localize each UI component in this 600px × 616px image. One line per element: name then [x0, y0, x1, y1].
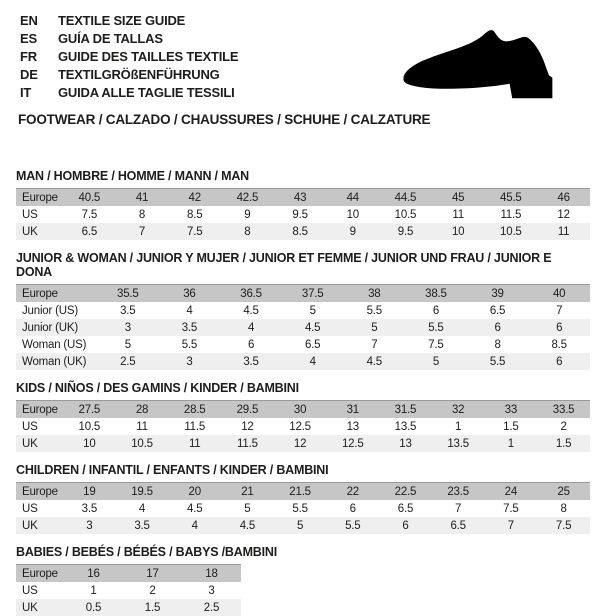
- size-cell: 1.5: [123, 599, 182, 616]
- size-cell: 22: [326, 483, 379, 501]
- size-cell: 11.5: [221, 435, 274, 452]
- size-cell: 10.5: [116, 435, 169, 452]
- lang-title: GUIDE DES TAILLES TEXTILE: [58, 49, 239, 64]
- size-cell: 16: [64, 565, 123, 583]
- size-cell: 12: [537, 206, 590, 223]
- table-header-row: [16, 483, 590, 501]
- size-cell: 9: [326, 223, 379, 240]
- size-cell: 3: [63, 517, 116, 534]
- row-label: UK: [16, 517, 63, 534]
- size-cell: 1: [64, 582, 123, 599]
- size-cell: 3.5: [97, 302, 159, 319]
- size-cell: 11: [537, 223, 590, 240]
- size-cell: 6.5: [432, 517, 485, 534]
- size-cell: 5: [97, 336, 159, 353]
- size-cell: 11: [432, 206, 485, 223]
- size-cell: 13.5: [432, 435, 485, 452]
- row-label: Europe: [16, 189, 63, 207]
- lang-title: TEXTILE SIZE GUIDE: [58, 13, 186, 28]
- size-cell: 21: [221, 483, 274, 501]
- section-title: CHILDREN / INFANTIL / ENFANTS / KINDER / BAMBINI: [16, 463, 329, 477]
- size-cell: 6.5: [467, 302, 529, 319]
- size-cell: 10.5: [485, 223, 538, 240]
- size-cell: 11.5: [168, 418, 221, 435]
- size-cell: 4: [116, 500, 169, 517]
- size-cell: 5: [344, 319, 406, 336]
- size-cell: 1.5: [537, 435, 590, 452]
- row-label: US: [16, 418, 63, 435]
- lang-code: EN: [20, 13, 38, 28]
- size-cell: 35.5: [97, 285, 159, 303]
- size-cell: 9.5: [379, 223, 432, 240]
- size-cell: 36.5: [220, 285, 282, 303]
- size-cell: 5.5: [344, 302, 406, 319]
- lang-title: GUIDA ALLE TAGLIE TESSILI: [58, 85, 235, 100]
- section-babies: [16, 545, 590, 616]
- size-table-junior-woman: [16, 284, 590, 370]
- size-cell: 6: [528, 319, 590, 336]
- section-title: BABIES / BEBÉS / BÉBÉS / BABYS /BAMBINI: [16, 545, 277, 559]
- table-row: [16, 336, 590, 353]
- row-label: Europe: [16, 285, 97, 303]
- size-cell: 7: [485, 517, 538, 534]
- lang-title: GUÍA DE TALLAS: [58, 31, 163, 46]
- size-cell: 36: [159, 285, 221, 303]
- size-cell: 41: [116, 189, 169, 207]
- size-cell: 8: [221, 223, 274, 240]
- size-cell: 45: [432, 189, 485, 207]
- table-row: [16, 302, 590, 319]
- size-cell: 3: [97, 319, 159, 336]
- size-cell: 39: [467, 285, 529, 303]
- size-tables: [16, 169, 590, 616]
- size-cell: 33.5: [537, 401, 590, 419]
- size-cell: 42.5: [221, 189, 274, 207]
- table-row: [16, 517, 590, 534]
- table-row: [16, 223, 590, 240]
- size-cell: 29.5: [221, 401, 274, 419]
- size-cell: 45.5: [485, 189, 538, 207]
- row-label: US: [16, 206, 63, 223]
- size-cell: 2.5: [182, 599, 241, 616]
- size-cell: 27.5: [63, 401, 116, 419]
- size-cell: 44.5: [379, 189, 432, 207]
- table-row: [16, 418, 590, 435]
- size-cell: 40.5: [63, 189, 116, 207]
- table-row: [16, 206, 590, 223]
- size-cell: 7.5: [485, 500, 538, 517]
- size-cell: 13: [326, 418, 379, 435]
- size-cell: 30: [274, 401, 327, 419]
- size-cell: 11: [116, 418, 169, 435]
- table-row: [16, 599, 241, 616]
- size-cell: 10: [63, 435, 116, 452]
- row-label: Junior (UK): [16, 319, 97, 336]
- size-cell: 4: [220, 319, 282, 336]
- size-cell: 32: [432, 401, 485, 419]
- size-cell: 4.5: [344, 353, 406, 370]
- size-table-kids: [16, 400, 590, 452]
- size-cell: 5: [282, 302, 344, 319]
- size-cell: 6: [405, 302, 467, 319]
- size-cell: 7: [344, 336, 406, 353]
- size-cell: 5.5: [159, 336, 221, 353]
- size-cell: 5.5: [467, 353, 529, 370]
- size-cell: 2.5: [97, 353, 159, 370]
- table-row: [16, 500, 590, 517]
- size-cell: 7.5: [405, 336, 467, 353]
- size-cell: 6: [379, 517, 432, 534]
- size-cell: 5.5: [405, 319, 467, 336]
- table-header-row: [16, 189, 590, 207]
- size-cell: 8.5: [168, 206, 221, 223]
- section-children: [16, 463, 590, 534]
- table-header-row: [16, 285, 590, 303]
- row-label: Europe: [16, 401, 63, 419]
- size-cell: 5: [274, 517, 327, 534]
- size-cell: 6.5: [63, 223, 116, 240]
- size-cell: 8.5: [528, 336, 590, 353]
- size-cell: 22.5: [379, 483, 432, 501]
- size-cell: 6: [326, 500, 379, 517]
- row-label: UK: [16, 599, 64, 616]
- size-cell: 10: [432, 223, 485, 240]
- size-cell: 23.5: [432, 483, 485, 501]
- size-cell: 4: [159, 302, 221, 319]
- size-cell: 7.5: [168, 223, 221, 240]
- size-cell: 3: [182, 582, 241, 599]
- lang-code: DE: [20, 67, 38, 82]
- size-cell: 13: [379, 435, 432, 452]
- size-cell: 2: [537, 418, 590, 435]
- size-cell: 5.5: [326, 517, 379, 534]
- size-cell: 3: [159, 353, 221, 370]
- size-cell: 43: [274, 189, 327, 207]
- category-line: FOOTWEAR / CALZADO / CHAUSSURES / SCHUHE / CALZATURE: [18, 112, 431, 127]
- size-cell: 24: [485, 483, 538, 501]
- size-cell: 31.5: [379, 401, 432, 419]
- size-cell: 2: [123, 582, 182, 599]
- size-cell: 12: [221, 418, 274, 435]
- size-cell: 4.5: [168, 500, 221, 517]
- size-cell: 6: [528, 353, 590, 370]
- size-table-children: [16, 482, 590, 534]
- size-cell: 38.5: [405, 285, 467, 303]
- size-cell: 3.5: [220, 353, 282, 370]
- size-cell: 1.5: [485, 418, 538, 435]
- table-row: [16, 435, 590, 452]
- size-cell: 8: [467, 336, 529, 353]
- row-label: UK: [16, 223, 63, 240]
- size-cell: 4.5: [282, 319, 344, 336]
- size-cell: 10.5: [379, 206, 432, 223]
- section-title: MAN / HOMBRE / HOMME / MANN / MAN: [16, 169, 249, 183]
- size-cell: 7.5: [63, 206, 116, 223]
- size-cell: 21.5: [274, 483, 327, 501]
- lang-code: ES: [20, 31, 37, 46]
- row-label: UK: [16, 435, 63, 452]
- table-header-row: [16, 565, 241, 583]
- size-cell: 4.5: [220, 302, 282, 319]
- table-row: [16, 582, 241, 599]
- section-title: JUNIOR & WOMAN / JUNIOR Y MUJER / JUNIOR ET FEMME / JUNIOR UND FRAU / JUNIOR E DONA: [16, 251, 552, 279]
- size-cell: 7: [116, 223, 169, 240]
- size-table-man: [16, 188, 590, 240]
- lang-code: FR: [20, 49, 37, 64]
- size-cell: 12: [274, 435, 327, 452]
- size-cell: 7: [528, 302, 590, 319]
- size-cell: 5.5: [274, 500, 327, 517]
- size-cell: 28.5: [168, 401, 221, 419]
- row-label: Woman (US): [16, 336, 97, 353]
- size-cell: 1: [432, 418, 485, 435]
- size-cell: 40: [528, 285, 590, 303]
- row-label: US: [16, 500, 63, 517]
- size-cell: 12.5: [274, 418, 327, 435]
- size-cell: 3.5: [116, 517, 169, 534]
- row-label: Europe: [16, 483, 63, 501]
- size-cell: 1: [485, 435, 538, 452]
- size-cell: 33: [485, 401, 538, 419]
- size-cell: 12.5: [326, 435, 379, 452]
- size-cell: 11: [168, 435, 221, 452]
- size-cell: 20: [168, 483, 221, 501]
- shoe-icon: [388, 12, 580, 106]
- section-kids: [16, 381, 590, 452]
- size-cell: 8: [116, 206, 169, 223]
- size-cell: 7: [432, 500, 485, 517]
- page-header: [0, 0, 600, 129]
- size-cell: 0.5: [64, 599, 123, 616]
- section-junior-woman: [16, 251, 590, 370]
- size-cell: 19.5: [116, 483, 169, 501]
- size-cell: 28: [116, 401, 169, 419]
- size-cell: 38: [344, 285, 406, 303]
- size-cell: 31: [326, 401, 379, 419]
- size-cell: 9.5: [274, 206, 327, 223]
- size-cell: 44: [326, 189, 379, 207]
- size-cell: 7.5: [537, 517, 590, 534]
- row-label: Europe: [16, 565, 64, 583]
- size-cell: 6.5: [282, 336, 344, 353]
- size-cell: 6.5: [379, 500, 432, 517]
- size-cell: 46: [537, 189, 590, 207]
- size-cell: 5: [405, 353, 467, 370]
- section-title: KIDS / NIÑOS / DES GAMINS / KINDER / BAMBINI: [16, 381, 299, 395]
- row-label: Woman (UK): [16, 353, 97, 370]
- lang-title: TEXTILGRÖßENFÜHRUNG: [58, 67, 220, 82]
- size-cell: 42: [168, 189, 221, 207]
- row-label: US: [16, 582, 64, 599]
- size-cell: 4.5: [221, 517, 274, 534]
- lang-code: IT: [20, 85, 32, 100]
- size-cell: 11.5: [485, 206, 538, 223]
- size-cell: 17: [123, 565, 182, 583]
- size-cell: 37.5: [282, 285, 344, 303]
- table-header-row: [16, 401, 590, 419]
- size-cell: 8: [537, 500, 590, 517]
- size-cell: 10.5: [63, 418, 116, 435]
- section-man: [16, 169, 590, 240]
- size-cell: 4: [168, 517, 221, 534]
- size-cell: 19: [63, 483, 116, 501]
- row-label: Junior (US): [16, 302, 97, 319]
- size-cell: 9: [221, 206, 274, 223]
- table-row: [16, 353, 590, 370]
- size-cell: 3.5: [159, 319, 221, 336]
- size-cell: 6: [220, 336, 282, 353]
- size-cell: 4: [282, 353, 344, 370]
- size-cell: 18: [182, 565, 241, 583]
- size-table-babies: [16, 564, 241, 616]
- size-cell: 5: [221, 500, 274, 517]
- size-cell: 3.5: [63, 500, 116, 517]
- table-row: [16, 319, 590, 336]
- size-cell: 8.5: [274, 223, 327, 240]
- size-cell: 25: [537, 483, 590, 501]
- size-cell: 6: [467, 319, 529, 336]
- size-cell: 10: [326, 206, 379, 223]
- size-cell: 13.5: [379, 418, 432, 435]
